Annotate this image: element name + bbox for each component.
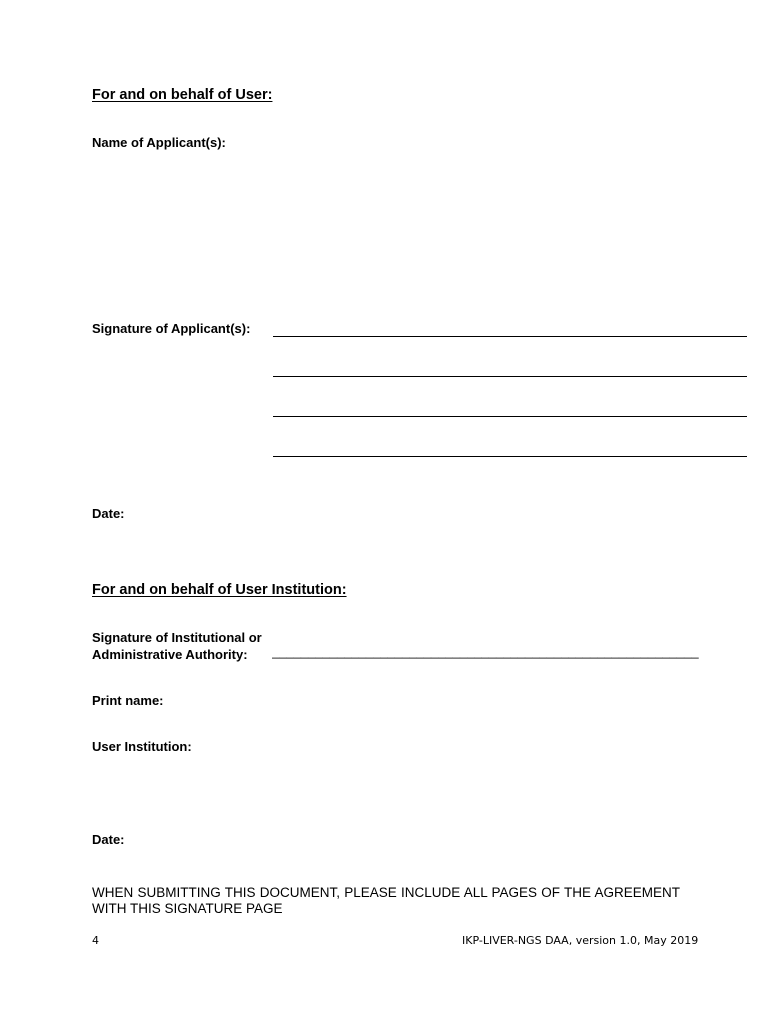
applicant-signature-line-3[interactable] bbox=[273, 416, 747, 417]
submission-notice: WHEN SUBMITTING THIS DOCUMENT, PLEASE INCLUDE ALL PAGES OF THE AGREEMENT WITH THIS SIGNATURE PAGE bbox=[92, 885, 680, 916]
print-name-label: Print name: bbox=[92, 693, 164, 708]
applicant-signature-line-2[interactable] bbox=[273, 376, 747, 377]
institution-section-heading: For and on behalf of User Institution: bbox=[92, 582, 347, 598]
user-date-label: Date: bbox=[92, 506, 125, 521]
authority-label-line2: Administrative Authority: bbox=[92, 647, 248, 662]
authority-signature-line[interactable]: ___________________________________________________________ bbox=[272, 644, 699, 659]
institution-date-label: Date: bbox=[92, 832, 125, 847]
user-institution-label: User Institution: bbox=[92, 739, 192, 754]
user-section-heading: For and on behalf of User: bbox=[92, 87, 273, 103]
applicant-name-label: Name of Applicant(s): bbox=[92, 135, 226, 150]
applicant-signature-line-4[interactable] bbox=[273, 456, 747, 457]
applicant-signature-label: Signature of Applicant(s): bbox=[92, 321, 251, 336]
authority-label-line1: Signature of Institutional or bbox=[92, 630, 262, 645]
document-id: IKP-LIVER-NGS DAA, version 1.0, May 2019 bbox=[462, 934, 699, 947]
page-number: 4 bbox=[92, 934, 99, 947]
applicant-signature-line-1[interactable] bbox=[273, 336, 747, 337]
